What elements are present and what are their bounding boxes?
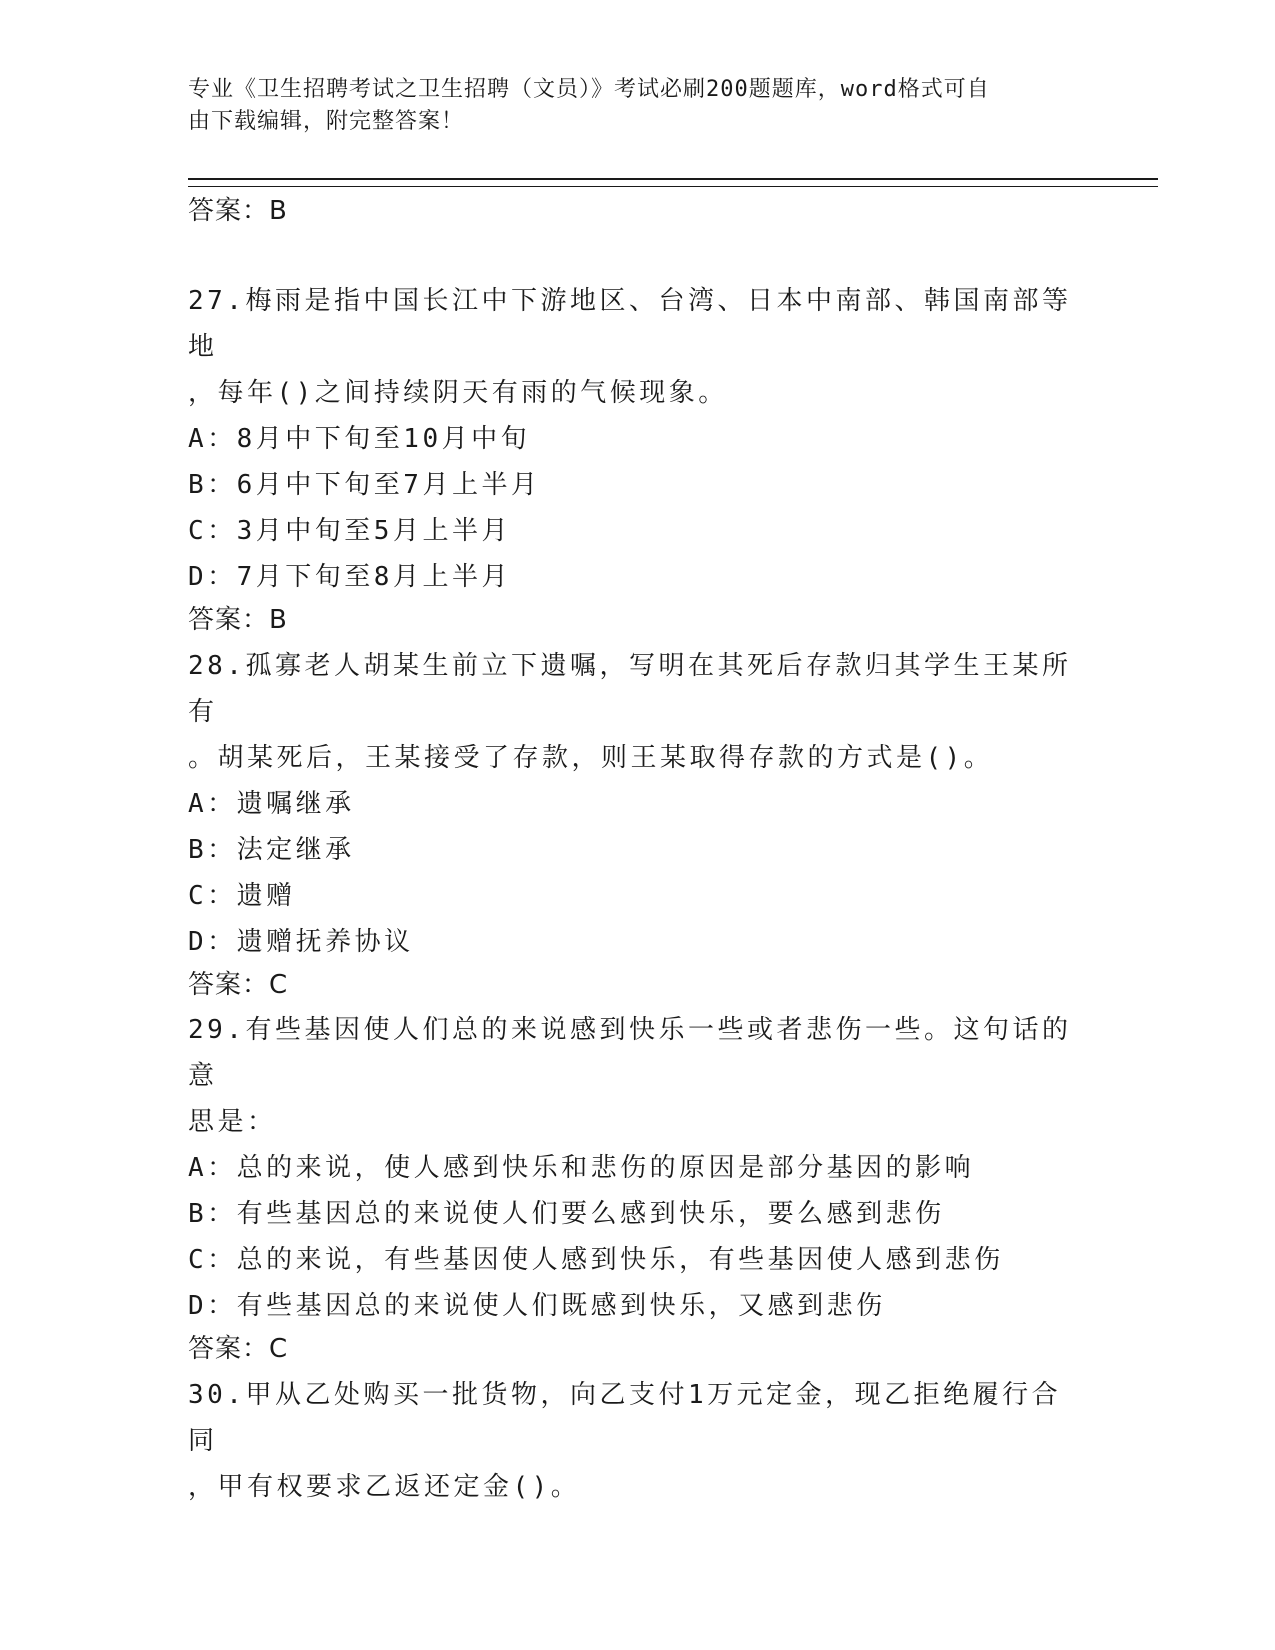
option-b: B：6月中下旬至7月上半月 xyxy=(188,470,541,500)
document-page xyxy=(188,0,1158,1650)
option-d: D：7月下旬至8月上半月 xyxy=(188,562,511,592)
header-divider xyxy=(188,178,1158,187)
question-27 xyxy=(188,278,1088,640)
header-line-2: 由下载编辑，附完整答案！ xyxy=(188,109,465,134)
question-stem-line-2: 。胡某死后，王某接受了存款，则王某取得存款的方式是()。 xyxy=(188,743,994,773)
question-stem-line-1: 27.梅雨是指中国长江中下游地区、台湾、日本中南部、韩国南部等地 xyxy=(188,286,1072,362)
option-a: A：8月中下旬至10月中旬 xyxy=(188,424,531,454)
question-stem-line-1: 28.孤寡老人胡某生前立下遗嘱，写明在其死后存款归其学生王某所有 xyxy=(188,651,1072,727)
option-b: B：法定继承 xyxy=(188,835,355,865)
option-c: C：3月中旬至5月上半月 xyxy=(188,516,511,546)
option-a: A：遗嘱继承 xyxy=(188,789,355,819)
question-29 xyxy=(188,1007,1088,1369)
option-c: C：遗赠 xyxy=(188,881,296,911)
question-30 xyxy=(188,1372,1088,1510)
question-stem-line-2: 思是： xyxy=(188,1107,277,1137)
question-stem-line-1: 30.甲从乙处购买一批货物，向乙支付1万元定金，现乙拒绝履行合同 xyxy=(188,1380,1062,1456)
option-c: C：总的来说，有些基因使人感到快乐，有些基因使人感到悲伤 xyxy=(188,1245,1004,1275)
answer: 答案：C xyxy=(188,1334,289,1364)
question-stem-line-2: ，甲有权要求乙返还定金()。 xyxy=(188,1472,581,1502)
option-d: D：遗赠抚养协议 xyxy=(188,927,414,957)
answer: 答案：B xyxy=(188,605,288,635)
option-a: A：总的来说，使人感到快乐和悲伤的原因是部分基因的影响 xyxy=(188,1153,975,1183)
document-header xyxy=(188,74,1078,138)
header-line-1: 专业《卫生招聘考试之卫生招聘（文员）》考试必刷200题题库，word格式可自 xyxy=(188,77,990,102)
option-d: D：有些基因总的来说使人们既感到快乐，又感到悲伤 xyxy=(188,1291,886,1321)
question-28 xyxy=(188,643,1088,1005)
option-b: B：有些基因总的来说使人们要么感到快乐，要么感到悲伤 xyxy=(188,1199,945,1229)
answer: 答案：C xyxy=(188,970,289,1000)
question-stem-line-1: 29.有些基因使人们总的来说感到快乐一些或者悲伤一些。这句话的意 xyxy=(188,1015,1072,1091)
answer-previous-question: 答案：B xyxy=(188,196,288,226)
question-stem-line-2: ，每年()之间持续阴天有雨的气候现象。 xyxy=(188,378,728,408)
